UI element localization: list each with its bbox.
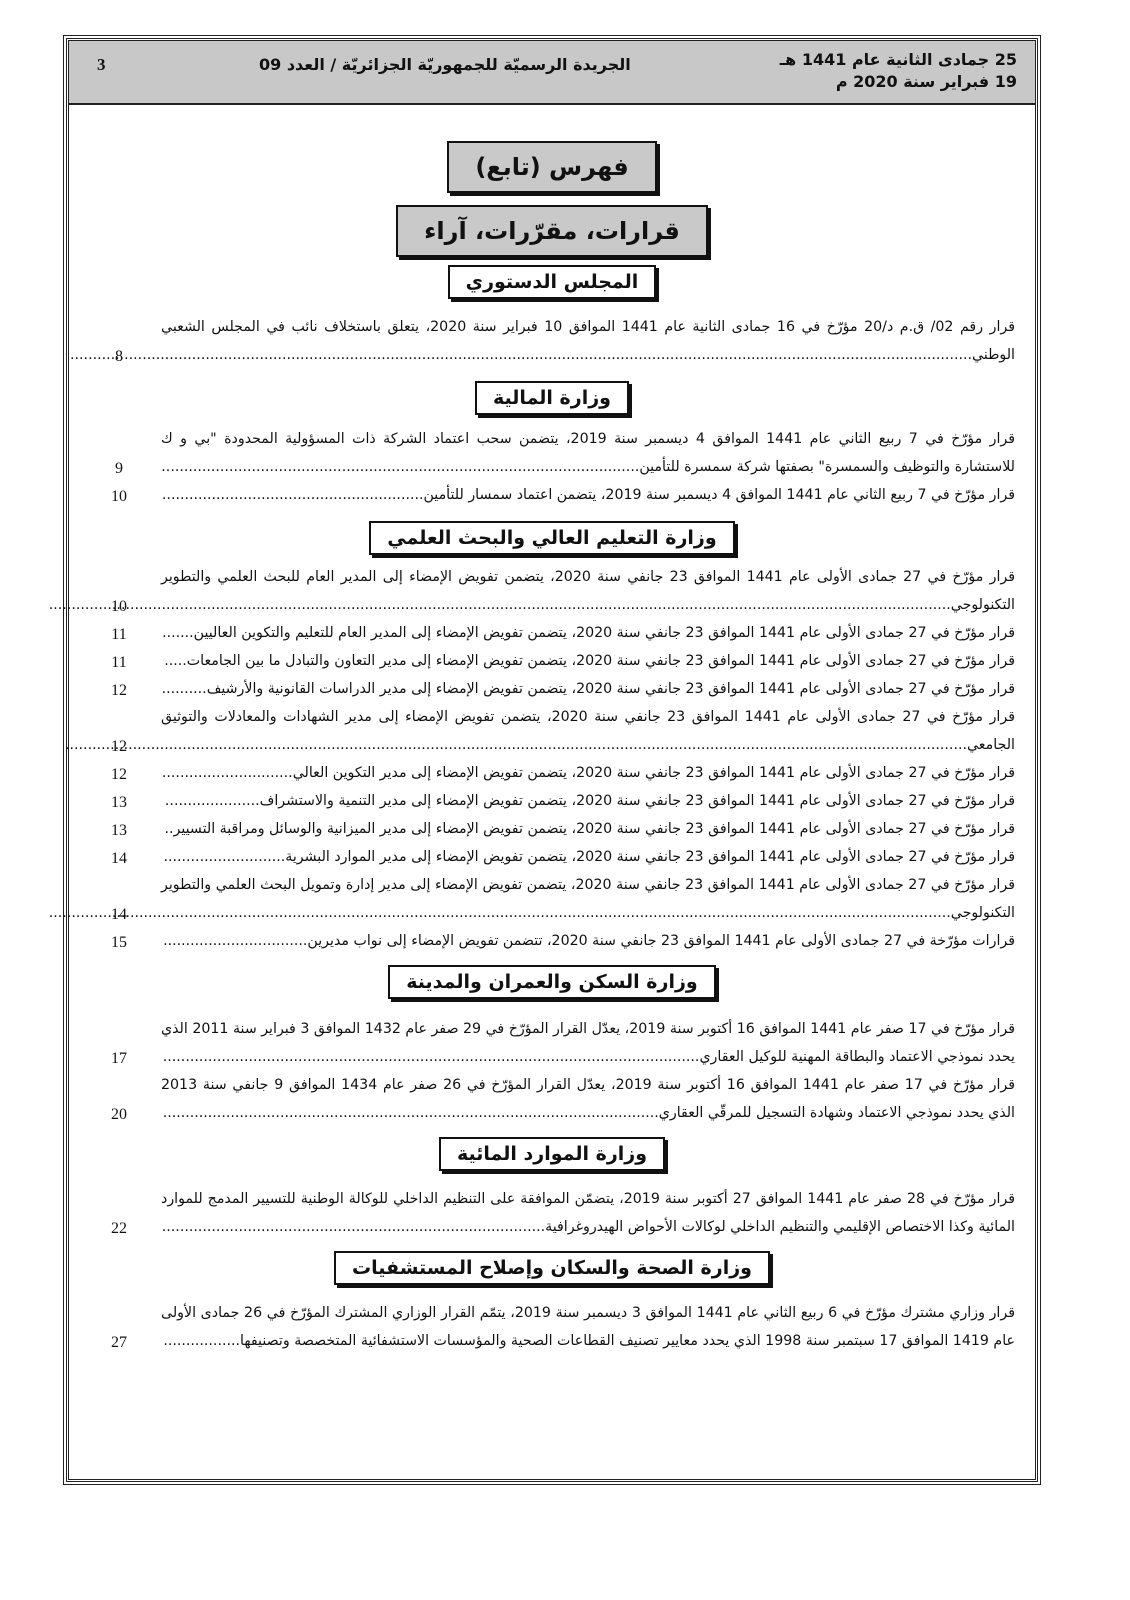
entry-title: قرار مؤرّخ في 17 صفر عام 1441 الموافق 16 أكتوبر سنة 2019، يعدّل القرار المؤرّخ في 26 صفر عام 1434 الموافق 9 جانفي سنة 2013 الذي يحدد نموذجي الاعتماد وشهادة التسجيل للمرقّي العقاري ..... xyxy=(161,1077,1015,1121)
entry-title: قرارات مؤرّخة في 27 جمادى الأولى عام 1441 الموافق 23 جانفي سنة 2020، تتضمن تفويض الإمضاء إلى نواب مديرين ..... xyxy=(163,933,1015,949)
entry-title: قرار مؤرّخ في 27 جمادى الأولى عام 1441 الموافق 23 جانفي سنة 2020، يتضمن تفويض الإمضاء إلى المدير العام للبحث العلمي والتطوير التكنولوجي ..... xyxy=(49,569,1015,613)
index-content xyxy=(69,105,1035,1355)
entry-page-number: 14 xyxy=(111,850,127,867)
entry-text xyxy=(161,313,1015,369)
entry-text xyxy=(161,871,1015,927)
entry-page-number: 9 xyxy=(115,460,123,477)
section-title: وزارة التعليم العالي والبحث العلمي xyxy=(369,521,734,555)
index-entry[interactable] xyxy=(69,759,1015,787)
section-title: وزارة المالية xyxy=(475,381,629,415)
index-entry[interactable] xyxy=(69,1071,1015,1127)
section-heading xyxy=(69,1251,1035,1285)
section-entries xyxy=(69,1015,1035,1127)
entry-title: قرار مؤرّخ في 27 جمادى الأولى عام 1441 الموافق 23 جانفي سنة 2020، يتضمن تفويض الإمضاء إلى مدير إدارة وتمويل البحث العلمي والتطوير التكنولوجي ..... xyxy=(49,877,1015,921)
index-entry[interactable] xyxy=(69,1015,1015,1071)
entry-text xyxy=(161,563,1015,619)
index-entry[interactable] xyxy=(69,703,1015,759)
entry-page-number: 10 xyxy=(111,598,127,615)
entry-page-number: 13 xyxy=(111,822,127,839)
index-entry[interactable] xyxy=(69,563,1015,619)
entry-page-number: 11 xyxy=(111,654,127,671)
index-entry[interactable] xyxy=(69,1299,1015,1355)
entry-page-number: 12 xyxy=(111,682,127,699)
entry-title: قرار مؤرّخ في 7 ربيع الثاني عام 1441 الموافق 4 ديسمبر سنة 2019، يتضمن سحب اعتماد الشركة ذات المسؤولية المحدودة "بي و ك للاستشارة والتوظيف والسمسرة" بصفتها شركة سمسرة للتأمين ..... xyxy=(161,431,1015,475)
sections-list xyxy=(69,265,1035,1355)
index-entry[interactable] xyxy=(69,425,1015,481)
section-title: وزارة السكن والعمران والمدينة xyxy=(388,965,715,999)
entry-text xyxy=(161,619,1015,647)
entry-title: قرار مؤرّخ في 17 صفر عام 1441 الموافق 16 أكتوبر سنة 2019، يعدّل القرار المؤرّخ في 29 صفر عام 1432 الموافق 3 فبراير سنة 2011 الذي يحدد نموذجي الاعتماد والبطاقة المهنية للوكيل العقاري ..... xyxy=(161,1021,1015,1065)
section-heading xyxy=(69,1137,1035,1171)
entry-title: قرار مؤرّخ في 27 جمادى الأولى عام 1441 الموافق 23 جانفي سنة 2020، يتضمن تفويض الإمضاء إلى مدير التعاون والتبادل ما بين الجامعات ..... xyxy=(164,653,1015,669)
section-entries xyxy=(69,425,1035,509)
index-entry[interactable] xyxy=(69,675,1015,703)
entry-title: قرار مؤرّخ في 28 صفر عام 1441 الموافق 27 أكتوبر سنة 2019، يتضمّن الموافقة على التنظيم الداخلي للوكالة الوطنية للتسيير المدمج للموارد المائية وكذا الاختصاص الإقليمي والتنظيم الداخلي لوكالات الأحواض الهيدروغرافية ..... xyxy=(161,1191,1015,1235)
section-entries xyxy=(69,1185,1035,1241)
index-entry[interactable] xyxy=(69,815,1015,843)
entry-page-number: 12 xyxy=(111,766,127,783)
journal-title: الجريدة الرسميّة للجمهوريّة الجزائريّة / العدد 09 xyxy=(259,55,631,74)
index-entry[interactable] xyxy=(69,927,1015,955)
entry-page-number: 27 xyxy=(111,1334,127,1351)
entry-title: قرار رقم 02/ ق.م د/20 مؤرّخ في 16 جمادى الثانية عام 1441 الموافق 10 فبراير سنة 2020، يتعلق باستخلاف نائب في المجلس الشعبي الوطني ..... xyxy=(70,319,1015,363)
entry-title: قرار مؤرّخ في 7 ربيع الثاني عام 1441 الموافق 4 ديسمبر سنة 2019، يتضمن اعتماد سمسار للتأمين ..... xyxy=(162,487,1015,503)
page-frame xyxy=(66,38,1038,1482)
entry-text xyxy=(161,647,1015,675)
entry-text xyxy=(161,703,1015,759)
entry-page-number: 15 xyxy=(111,934,127,951)
entry-page-number: 13 xyxy=(111,794,127,811)
entry-title: قرار مؤرّخ في 27 جمادى الأولى عام 1441 الموافق 23 جانفي سنة 2020، يتضمن تفويض الإمضاء إلى مدير الشهادات والمعادلات والتوثيق الجامعي ..... xyxy=(65,709,1015,753)
index-entry[interactable] xyxy=(69,843,1015,871)
entry-title: قرار مؤرّخ في 27 جمادى الأولى عام 1441 الموافق 23 جانفي سنة 2020، يتضمن تفويض الإمضاء إلى المدير العام للتعليم والتكوين العاليين ....... xyxy=(162,625,1015,641)
index-entry[interactable] xyxy=(69,647,1015,675)
index-entry[interactable] xyxy=(69,481,1015,509)
section-title: وزارة الموارد المائية xyxy=(439,1137,665,1171)
section-heading xyxy=(69,265,1035,299)
header-date xyxy=(780,49,1017,93)
entry-text xyxy=(161,815,1015,843)
entry-text xyxy=(161,1015,1015,1071)
entry-text xyxy=(161,843,1015,871)
entry-title: قرار وزاري مشترك مؤرّخ في 6 ربيع الثاني عام 1441 الموافق 3 ديسمبر سنة 2019، يتمّم القرار الوزاري المشترك المؤرّخ في 26 جمادى الأولى عام 1419 الموافق 17 سبتمبر سنة 1998 الذي يحدد معايير تصنيف القطاعات الصحية والمؤسسات الاستشفائية المتخصصة وتصنيفها ..... xyxy=(161,1305,1015,1349)
section-entries xyxy=(69,563,1035,955)
section-entries xyxy=(69,1299,1035,1355)
entry-page-number: 20 xyxy=(111,1106,127,1123)
category-title: قرارات، مقرّرات، آراء xyxy=(396,205,708,257)
page-number: 3 xyxy=(97,55,106,74)
entry-title: قرار مؤرّخ في 27 جمادى الأولى عام 1441 الموافق 23 جانفي سنة 2020، يتضمن تفويض الإمضاء إلى مدير الميزانية والوسائل ومراقبة التسيير .. xyxy=(165,821,1015,837)
gregorian-date: 19 فبراير سنة 2020 م xyxy=(835,72,1017,91)
entry-text xyxy=(161,927,1015,955)
entry-title: قرار مؤرّخ في 27 جمادى الأولى عام 1441 الموافق 23 جانفي سنة 2020، يتضمن تفويض الإمضاء إلى مدير التنمية والاستشراف ..... xyxy=(165,793,1015,809)
index-entry[interactable] xyxy=(69,871,1015,927)
entry-page-number: 8 xyxy=(115,348,123,365)
section-entries xyxy=(69,313,1035,369)
entry-text xyxy=(161,787,1015,815)
index-title: فهرس (تابع) xyxy=(447,141,656,193)
entry-title: قرار مؤرّخ في 27 جمادى الأولى عام 1441 الموافق 23 جانفي سنة 2020، يتضمن تفويض الإمضاء إلى مدير الدراسات القانونية والأرشيف ..... xyxy=(162,681,1015,697)
section-title: وزارة الصحة والسكان وإصلاح المستشفيات xyxy=(334,1251,770,1285)
entry-page-number: 12 xyxy=(111,738,127,755)
entry-text xyxy=(161,759,1015,787)
section-heading xyxy=(69,965,1035,999)
entry-text xyxy=(161,481,1015,509)
section-title: المجلس الدستوري xyxy=(448,265,657,299)
section-heading xyxy=(69,521,1035,555)
index-entry[interactable] xyxy=(69,619,1015,647)
index-entry[interactable] xyxy=(69,1185,1015,1241)
index-entry[interactable] xyxy=(69,313,1015,369)
entry-text xyxy=(161,1071,1015,1127)
entry-text xyxy=(161,1185,1015,1241)
entry-text xyxy=(161,1299,1015,1355)
journal-header xyxy=(69,41,1035,105)
entry-page-number: 17 xyxy=(111,1050,127,1067)
entry-page-number: 22 xyxy=(111,1220,127,1237)
entry-title: قرار مؤرّخ في 27 جمادى الأولى عام 1441 الموافق 23 جانفي سنة 2020، يتضمن تفويض الإمضاء إلى مدير التكوين العالي ..... xyxy=(162,765,1015,781)
entry-page-number: 14 xyxy=(111,906,127,923)
section-heading xyxy=(69,381,1035,415)
hijri-date: 25 جمادى الثانية عام 1441 هـ xyxy=(779,50,1017,69)
entry-text xyxy=(161,675,1015,703)
entry-title: قرار مؤرّخ في 27 جمادى الأولى عام 1441 الموافق 23 جانفي سنة 2020، يتضمن تفويض الإمضاء إلى مدير الموارد البشرية ..... xyxy=(163,849,1015,865)
entry-page-number: 10 xyxy=(111,488,127,505)
entry-text xyxy=(161,425,1015,481)
entry-page-number: 11 xyxy=(111,626,127,643)
index-entry[interactable] xyxy=(69,787,1015,815)
